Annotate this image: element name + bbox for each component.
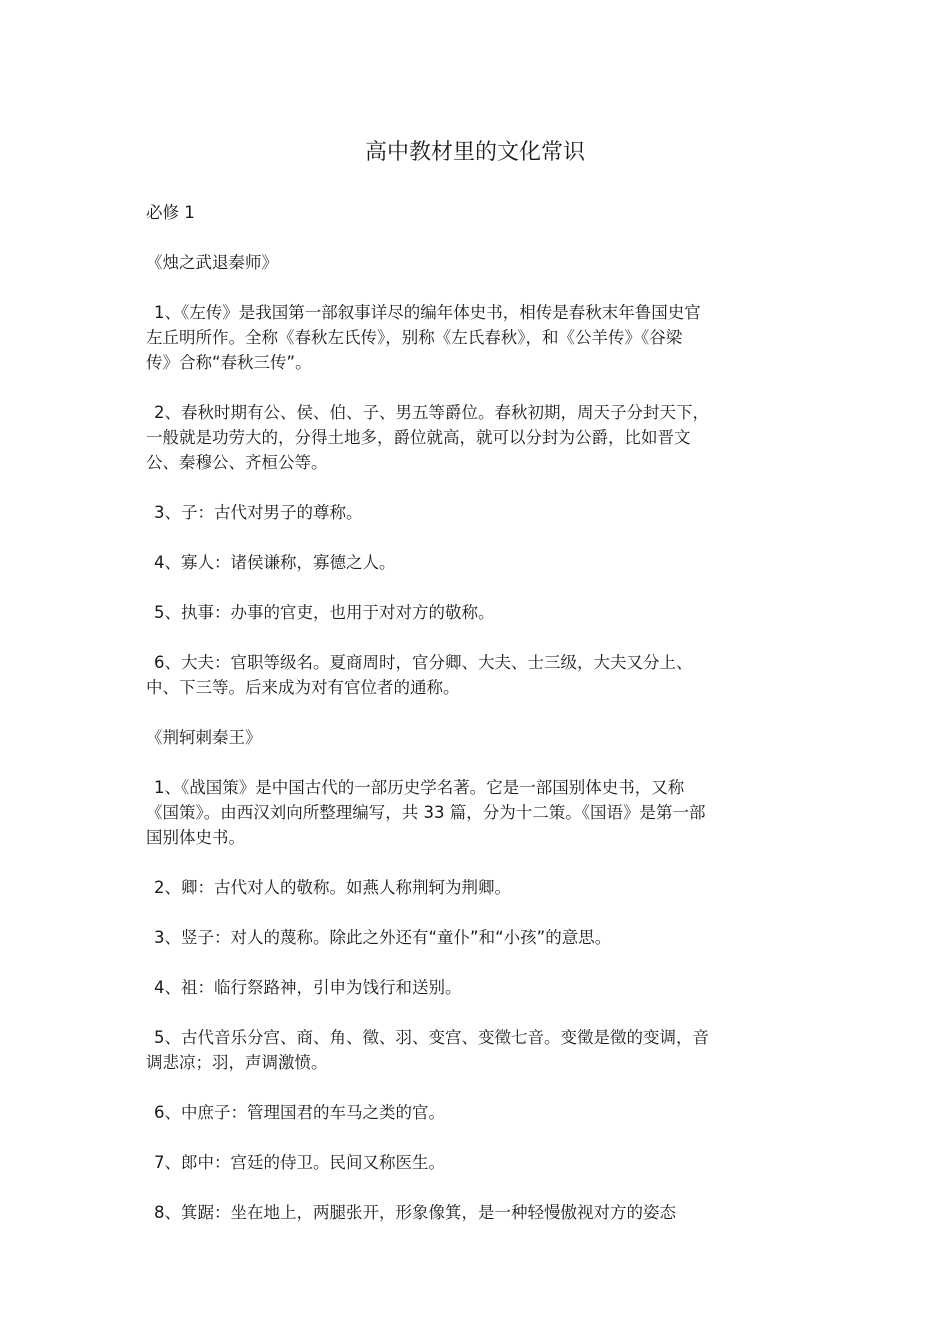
lesson-items: [146, 775, 816, 1225]
numbered-item: [146, 300, 816, 375]
numbered-item: [146, 1100, 816, 1125]
item-line: 7、郎中：宫廷的侍卫。民间又称医生。: [154, 1153, 445, 1172]
page-title: 高中教材里的文化常识: [364, 140, 585, 165]
item-line: 5、执事：办事的官吏，也用于对对方的敬称。: [154, 603, 495, 622]
item-line: 4、寡人：诸侯谦称，寡德之人。: [154, 553, 396, 572]
numbered-item: [146, 775, 816, 850]
item-line: 公、秦穆公、齐桓公等。: [146, 453, 328, 472]
item-line: 6、中庶子：管理国君的车马之类的官。: [154, 1103, 445, 1122]
item-line: 《国策》。由西汉刘向所整理编写，共 33 篇，分为十二策。《国语》是第一部: [146, 803, 706, 822]
item-line: 6、大夫：官职等级名。夏商周时，官分卿、大夫、士三级，大夫又分上、: [154, 653, 693, 672]
numbered-item: [146, 1200, 816, 1225]
lesson-heading: 《荆轲刺秦王》: [146, 728, 262, 747]
item-line: 1、《战国策》是中国古代的一部历史学名著。它是一部国别体史书，又称: [154, 778, 685, 797]
item-line: 调悲凉；羽，声调激愤。: [146, 1053, 328, 1072]
numbered-item: [146, 975, 816, 1000]
numbered-item: [146, 650, 816, 700]
item-line: 5、古代音乐分宫、商、角、徵、羽、变宫、变徵七音。变徵是徵的变调，音: [154, 1028, 709, 1047]
numbered-item: [146, 875, 816, 900]
numbered-item: [146, 925, 816, 950]
item-line: 1、《左传》是我国第一部叙事详尽的编年体史书，相传是春秋末年鲁国史官: [154, 303, 701, 322]
document-body: [146, 200, 816, 1225]
lesson-heading: 《烛之武退秦师》: [146, 253, 278, 272]
numbered-item: [146, 500, 816, 525]
item-line: 4、祖：临行祭路神，引申为饯行和送别。: [154, 978, 462, 997]
section-label: 必修 1: [146, 203, 195, 222]
lesson-items: [146, 300, 816, 700]
item-line: 传》合称“春秋三传”。: [146, 353, 312, 372]
numbered-item: [146, 400, 816, 475]
item-line: 2、卿：古代对人的敬称。如燕人称荆轲为荆卿。: [154, 878, 511, 897]
item-line: 3、子：古代对男子的尊称。: [154, 503, 363, 522]
item-line: 一般就是功劳大的，分得土地多，爵位就高，就可以分封为公爵，比如晋文: [146, 428, 691, 447]
item-line: 左丘明所作。全称《春秋左氏传》，别称《左氏春秋》，和《公羊传》《谷梁: [146, 328, 683, 347]
numbered-item: [146, 550, 816, 575]
numbered-item: [146, 1150, 816, 1175]
item-line: 8、箕踞：坐在地上，两腿张开，形象像箕，是一种轻慢傲视对方的姿态: [154, 1203, 676, 1222]
item-line: 国别体史书。: [146, 828, 245, 847]
item-line: 3、竖子：对人的蔑称。除此之外还有“童仆”和“小孩”的意思。: [154, 928, 612, 947]
numbered-item: [146, 1025, 816, 1075]
numbered-item: [146, 600, 816, 625]
item-line: 2、春秋时期有公、侯、伯、子、男五等爵位。春秋初期，周天子分封天下，: [154, 403, 709, 422]
item-line: 中、下三等。后来成为对有官位者的通称。: [146, 678, 460, 697]
